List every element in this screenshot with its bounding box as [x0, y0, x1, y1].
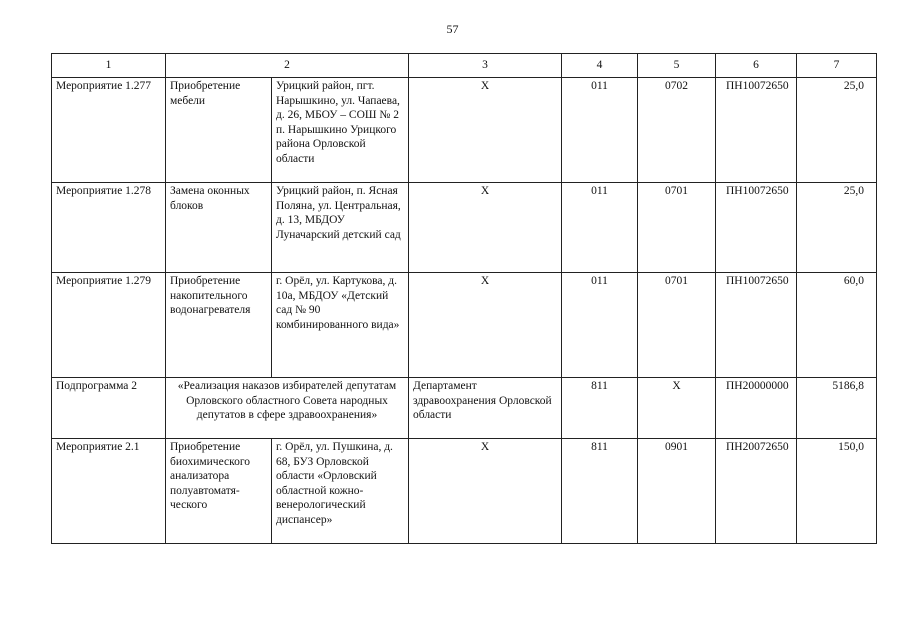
measure-description: Приобретение мебели [166, 78, 272, 183]
measure-address: Урицкий район, пгт. Нарышкино, ул. Чапаева, д. 26, МБОУ – СОШ № 2 п. Нарышкино Урицкого района Орловской области [272, 78, 409, 183]
measure-code-6: ПН10072650 [716, 183, 797, 273]
measure-amount: 60,0 [797, 273, 877, 378]
measure-address: г. Орёл, ул. Картукова, д. 10а, МБДОУ «Детский сад № 90 комбинированного вида» [272, 273, 409, 378]
measure-description: Замена оконных блоков [166, 183, 272, 273]
header-cell-2: 2 [166, 54, 409, 78]
measure-executor: Х [409, 273, 562, 378]
measure-executor: Х [409, 78, 562, 183]
measure-code-4: 811 [562, 439, 638, 544]
header-cell-3: 3 [409, 54, 562, 78]
subprogram-code-4: 811 [562, 378, 638, 439]
measure-amount: 150,0 [797, 439, 877, 544]
subprogram-code-5: Х [638, 378, 716, 439]
subprogram-code-6: ПН20000000 [716, 378, 797, 439]
subprogram-executor: Департамент здравоохранения Орловской области [409, 378, 562, 439]
measure-code-4: 011 [562, 78, 638, 183]
header-cell-1: 1 [52, 54, 166, 78]
page-number: 57 [446, 22, 459, 36]
measure-code-5: 0701 [638, 273, 716, 378]
budget-table [51, 53, 877, 544]
measure-amount: 25,0 [797, 183, 877, 273]
measure-address: Урицкий район, п. Ясная Поляна, ул. Центральная, д. 13, МБДОУ Луначарский детский сад [272, 183, 409, 273]
header-cell-7: 7 [797, 54, 877, 78]
header-row [52, 54, 877, 78]
measure-description: Приобретение биохимического анализатора полуавтоматя-ческого [166, 439, 272, 544]
measure-address: г. Орёл, ул. Пушкина, д. 68, БУЗ Орловской области «Орловский областной кожно-венерологический диспансер» [272, 439, 409, 544]
measure-code-5: 0702 [638, 78, 716, 183]
measure-code-6: ПН20072650 [716, 439, 797, 544]
table-row [52, 78, 877, 183]
table-row [52, 273, 877, 378]
table-row [52, 378, 877, 439]
subprogram-name: Подпрограмма 2 [52, 378, 166, 439]
measure-code-6: ПН10072650 [716, 78, 797, 183]
header-cell-6: 6 [716, 54, 797, 78]
measure-name: Мероприятие 1.277 [52, 78, 166, 183]
measure-code-4: 011 [562, 183, 638, 273]
measure-code-5: 0901 [638, 439, 716, 544]
measure-code-5: 0701 [638, 183, 716, 273]
measure-name: Мероприятие 1.279 [52, 273, 166, 378]
subprogram-title: «Реализация наказов избирателей депутатам Орловского областного Совета народных депутатов в сфере здравоохранения» [166, 378, 409, 439]
table-row [52, 439, 877, 544]
measure-name: Мероприятие 1.278 [52, 183, 166, 273]
header-cell-4: 4 [562, 54, 638, 78]
measure-code-6: ПН10072650 [716, 273, 797, 378]
table-row [52, 183, 877, 273]
measure-code-4: 011 [562, 273, 638, 378]
measure-executor: Х [409, 439, 562, 544]
header-cell-5: 5 [638, 54, 716, 78]
measure-executor: Х [409, 183, 562, 273]
measure-amount: 25,0 [797, 78, 877, 183]
subprogram-amount: 5186,8 [797, 378, 877, 439]
measure-description: Приобретение накопительного водонагревателя [166, 273, 272, 378]
measure-name: Мероприятие 2.1 [52, 439, 166, 544]
